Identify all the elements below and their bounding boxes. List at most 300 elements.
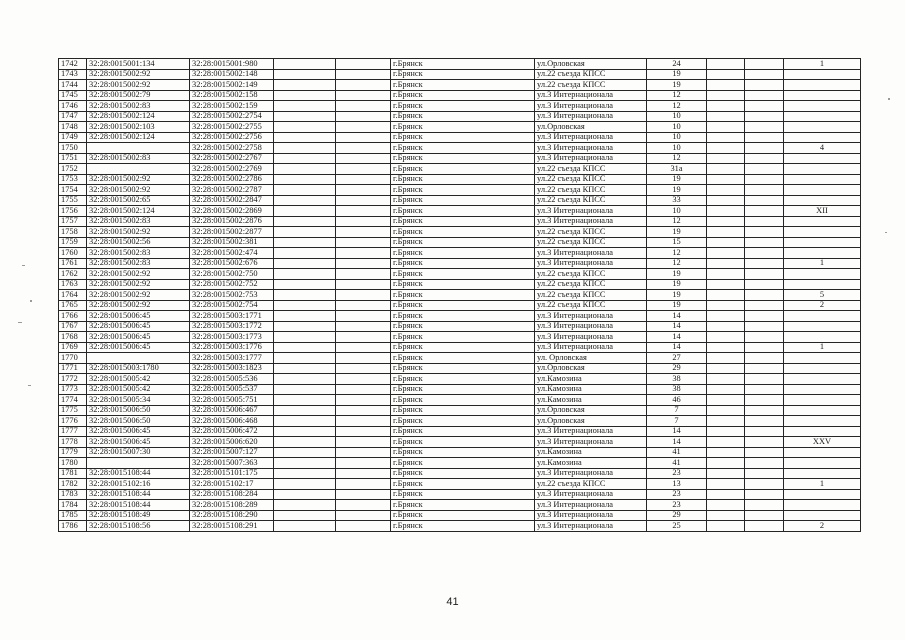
cell-flat-number — [784, 164, 861, 175]
cell-extra-d — [745, 80, 784, 91]
cell-extra-d — [745, 458, 784, 469]
cell-city: г.Брянск — [391, 500, 535, 511]
cell-extra-c — [707, 426, 745, 437]
cell-extra-b — [336, 447, 391, 458]
cell-extra-a — [274, 90, 336, 101]
cell-object-number: 32:28:0015002:2877 — [190, 227, 274, 238]
cell-city: г.Брянск — [391, 164, 535, 175]
cell-city: г.Брянск — [391, 101, 535, 112]
cell-extra-c — [707, 279, 745, 290]
cell-extra-d — [745, 101, 784, 112]
cell-object-number: 32:28:0015007:127 — [190, 447, 274, 458]
cell-parcel-number: 32:28:0015006:45 — [87, 437, 190, 448]
cell-extra-b — [336, 195, 391, 206]
cell-extra-b — [336, 500, 391, 511]
cell-object-number: 32:28:0015002:148 — [190, 69, 274, 80]
cell-extra-a — [274, 342, 336, 353]
cell-extra-d — [745, 143, 784, 154]
cell-city: г.Брянск — [391, 342, 535, 353]
cell-street: ул.3 Интернационала — [535, 132, 647, 143]
cell-street: ул.3 Интернационала — [535, 90, 647, 101]
cell-house-number: 14 — [647, 332, 707, 343]
cell-street: ул. Орловская — [535, 353, 647, 364]
cell-extra-d — [745, 479, 784, 490]
cell-street: ул.3 Интернационала — [535, 248, 647, 259]
cell-parcel-number — [87, 353, 190, 364]
cell-extra-a — [274, 80, 336, 91]
cell-house-number: 23 — [647, 489, 707, 500]
cell-city: г.Брянск — [391, 143, 535, 154]
cell-flat-number — [784, 111, 861, 122]
cell-street: ул.Камозина — [535, 374, 647, 385]
cell-house-number: 29 — [647, 510, 707, 521]
cell-object-number: 32:28:0015108:284 — [190, 489, 274, 500]
cell-street: ул.22 съезда КПСС — [535, 227, 647, 238]
cell-extra-a — [274, 521, 336, 532]
cell-flat-number — [784, 269, 861, 280]
cell-extra-d — [745, 59, 784, 70]
cell-extra-a — [274, 195, 336, 206]
cell-extra-a — [274, 405, 336, 416]
cell-object-number: 32:28:0015002:2847 — [190, 195, 274, 206]
cell-object-number: 32:28:0015108:290 — [190, 510, 274, 521]
cell-extra-a — [274, 395, 336, 406]
cell-house-number: 7 — [647, 416, 707, 427]
cell-row-number: 1752 — [59, 164, 87, 175]
cell-extra-c — [707, 90, 745, 101]
cell-house-number: 12 — [647, 90, 707, 101]
cell-parcel-number — [87, 164, 190, 175]
table-row — [59, 468, 861, 479]
cell-object-number: 32:28:0015003:1776 — [190, 342, 274, 353]
table-row — [59, 489, 861, 500]
cell-extra-b — [336, 122, 391, 133]
cell-row-number: 1786 — [59, 521, 87, 532]
cell-city: г.Брянск — [391, 80, 535, 91]
cell-extra-d — [745, 426, 784, 437]
cell-flat-number: 1 — [784, 59, 861, 70]
cell-parcel-number: 32:28:0015002:92 — [87, 174, 190, 185]
cell-row-number: 1775 — [59, 405, 87, 416]
cell-extra-c — [707, 342, 745, 353]
cell-object-number: 32:28:0015003:1823 — [190, 363, 274, 374]
cell-extra-b — [336, 59, 391, 70]
cell-extra-a — [274, 458, 336, 469]
table-row — [59, 143, 861, 154]
cell-extra-b — [336, 227, 391, 238]
cell-parcel-number: 32:28:0015002:92 — [87, 69, 190, 80]
cell-extra-d — [745, 227, 784, 238]
table-row — [59, 227, 861, 238]
cell-object-number: 32:28:0015002:2787 — [190, 185, 274, 196]
cell-row-number: 1745 — [59, 90, 87, 101]
cell-house-number: 41 — [647, 458, 707, 469]
cell-parcel-number: 32:28:0015002:83 — [87, 258, 190, 269]
cell-city: г.Брянск — [391, 269, 535, 280]
cell-row-number: 1772 — [59, 374, 87, 385]
cell-object-number: 32:28:0015002:2754 — [190, 111, 274, 122]
cell-extra-d — [745, 500, 784, 511]
cell-parcel-number: 32:28:0015006:50 — [87, 405, 190, 416]
cell-extra-d — [745, 174, 784, 185]
cell-row-number: 1744 — [59, 80, 87, 91]
cell-parcel-number: 32:28:0015005:42 — [87, 374, 190, 385]
cell-parcel-number: 32:28:0015002:92 — [87, 279, 190, 290]
cell-extra-c — [707, 321, 745, 332]
cell-city: г.Брянск — [391, 195, 535, 206]
cell-street: ул.Орловская — [535, 122, 647, 133]
cell-extra-a — [274, 206, 336, 217]
cell-extra-d — [745, 437, 784, 448]
cell-flat-number: 2 — [784, 300, 861, 311]
cell-house-number: 38 — [647, 384, 707, 395]
cell-extra-d — [745, 332, 784, 343]
cell-flat-number — [784, 500, 861, 511]
cell-extra-b — [336, 510, 391, 521]
cell-row-number: 1743 — [59, 69, 87, 80]
table-row — [59, 206, 861, 217]
cell-flat-number — [784, 489, 861, 500]
cell-extra-b — [336, 363, 391, 374]
cell-street: ул.22 съезда КПСС — [535, 300, 647, 311]
cell-extra-d — [745, 111, 784, 122]
cell-flat-number — [784, 122, 861, 133]
cell-street: ул.3 Интернационала — [535, 311, 647, 322]
cell-extra-b — [336, 416, 391, 427]
cell-row-number: 1761 — [59, 258, 87, 269]
cell-street: ул.Камозина — [535, 384, 647, 395]
cell-extra-d — [745, 248, 784, 259]
cell-parcel-number: 32:28:0015006:45 — [87, 332, 190, 343]
cell-city: г.Брянск — [391, 258, 535, 269]
cell-parcel-number: 32:28:0015002:92 — [87, 227, 190, 238]
cell-flat-number: 1 — [784, 479, 861, 490]
cell-city: г.Брянск — [391, 248, 535, 259]
cell-parcel-number: 32:28:0015002:103 — [87, 122, 190, 133]
cell-extra-d — [745, 132, 784, 143]
cell-extra-d — [745, 384, 784, 395]
cell-row-number: 1750 — [59, 143, 87, 154]
cell-city: г.Брянск — [391, 237, 535, 248]
cell-extra-b — [336, 111, 391, 122]
cell-house-number: 14 — [647, 321, 707, 332]
cell-house-number: 15 — [647, 237, 707, 248]
cell-extra-c — [707, 195, 745, 206]
cell-street: ул.3 Интернационала — [535, 111, 647, 122]
cell-parcel-number — [87, 143, 190, 154]
cell-extra-b — [336, 185, 391, 196]
cell-house-number: 19 — [647, 290, 707, 301]
cell-parcel-number: 32:28:0015108:56 — [87, 521, 190, 532]
cell-flat-number — [784, 237, 861, 248]
cell-street: ул.Камозина — [535, 395, 647, 406]
cell-flat-number — [784, 363, 861, 374]
cell-extra-d — [745, 416, 784, 427]
cell-extra-c — [707, 269, 745, 280]
cell-parcel-number: 32:28:0015002:92 — [87, 300, 190, 311]
cell-flat-number — [784, 69, 861, 80]
cell-house-number: 23 — [647, 500, 707, 511]
cell-street: ул.3 Интернационала — [535, 332, 647, 343]
cell-object-number: 32:28:0015002:2876 — [190, 216, 274, 227]
cell-extra-a — [274, 437, 336, 448]
cell-extra-d — [745, 258, 784, 269]
cell-city: г.Брянск — [391, 332, 535, 343]
cell-extra-c — [707, 290, 745, 301]
cell-city: г.Брянск — [391, 468, 535, 479]
cell-extra-d — [745, 489, 784, 500]
cell-extra-a — [274, 258, 336, 269]
cell-street: ул.3 Интернационала — [535, 489, 647, 500]
cell-object-number: 32:28:0015001:980 — [190, 59, 274, 70]
cell-flat-number: XXV — [784, 437, 861, 448]
cell-extra-b — [336, 374, 391, 385]
cell-extra-a — [274, 227, 336, 238]
cell-house-number: 12 — [647, 248, 707, 259]
table-row — [59, 321, 861, 332]
cell-city: г.Брянск — [391, 290, 535, 301]
table-row — [59, 80, 861, 91]
cell-extra-c — [707, 216, 745, 227]
cell-city: г.Брянск — [391, 416, 535, 427]
cell-extra-d — [745, 353, 784, 364]
cell-extra-c — [707, 69, 745, 80]
cell-city: г.Брянск — [391, 479, 535, 490]
cell-city: г.Брянск — [391, 227, 535, 238]
cell-extra-a — [274, 426, 336, 437]
table-row — [59, 122, 861, 133]
cell-extra-a — [274, 300, 336, 311]
scan-artifact — [888, 98, 890, 100]
cell-flat-number — [784, 311, 861, 322]
cell-object-number: 32:28:0015002:2786 — [190, 174, 274, 185]
cell-city: г.Брянск — [391, 489, 535, 500]
cell-parcel-number: 32:28:0015006:45 — [87, 426, 190, 437]
cell-extra-c — [707, 227, 745, 238]
cell-street: ул.3 Интернационала — [535, 321, 647, 332]
cell-row-number: 1746 — [59, 101, 87, 112]
cell-extra-c — [707, 237, 745, 248]
cell-object-number: 32:28:0015006:467 — [190, 405, 274, 416]
cell-extra-c — [707, 447, 745, 458]
cell-row-number: 1774 — [59, 395, 87, 406]
cell-street: ул.3 Интернационала — [535, 468, 647, 479]
cell-flat-number — [784, 510, 861, 521]
cell-extra-c — [707, 143, 745, 154]
table-row — [59, 447, 861, 458]
cell-extra-b — [336, 384, 391, 395]
cell-object-number: 32:28:0015007:363 — [190, 458, 274, 469]
cell-city: г.Брянск — [391, 153, 535, 164]
cell-object-number: 32:28:0015005:536 — [190, 374, 274, 385]
cell-city: г.Брянск — [391, 90, 535, 101]
cell-row-number: 1742 — [59, 59, 87, 70]
cell-extra-a — [274, 164, 336, 175]
cell-object-number: 32:28:0015002:149 — [190, 80, 274, 91]
cell-extra-a — [274, 111, 336, 122]
cell-street: ул.22 съезда КПСС — [535, 279, 647, 290]
cell-extra-c — [707, 111, 745, 122]
cell-extra-d — [745, 216, 784, 227]
cell-city: г.Брянск — [391, 353, 535, 364]
cell-flat-number — [784, 468, 861, 479]
cell-extra-c — [707, 300, 745, 311]
cell-flat-number — [784, 279, 861, 290]
cell-extra-d — [745, 69, 784, 80]
cell-extra-b — [336, 80, 391, 91]
cell-row-number: 1762 — [59, 269, 87, 280]
cell-row-number: 1765 — [59, 300, 87, 311]
cell-flat-number: 1 — [784, 342, 861, 353]
cell-extra-b — [336, 321, 391, 332]
cell-parcel-number: 32:28:0015005:42 — [87, 384, 190, 395]
cell-extra-c — [707, 164, 745, 175]
cell-city: г.Брянск — [391, 122, 535, 133]
cell-street: ул.22 съезда КПСС — [535, 269, 647, 280]
cell-flat-number — [784, 395, 861, 406]
cell-extra-c — [707, 437, 745, 448]
cell-house-number: 27 — [647, 353, 707, 364]
cell-house-number: 14 — [647, 437, 707, 448]
table-row — [59, 279, 861, 290]
cell-extra-a — [274, 174, 336, 185]
table-row — [59, 216, 861, 227]
cell-parcel-number: 32:28:0015002:79 — [87, 90, 190, 101]
cell-extra-b — [336, 479, 391, 490]
table-row — [59, 258, 861, 269]
cell-extra-b — [336, 143, 391, 154]
cell-parcel-number: 32:28:0015102:16 — [87, 479, 190, 490]
cell-extra-b — [336, 437, 391, 448]
cell-street: ул.22 съезда КПСС — [535, 185, 647, 196]
cell-house-number: 29 — [647, 363, 707, 374]
cell-street: ул.22 съезда КПСС — [535, 69, 647, 80]
table-row — [59, 132, 861, 143]
table-row — [59, 164, 861, 175]
cell-city: г.Брянск — [391, 111, 535, 122]
cell-street: ул.22 съезда КПСС — [535, 80, 647, 91]
table-row — [59, 374, 861, 385]
cell-extra-c — [707, 479, 745, 490]
cell-object-number: 32:28:0015003:1771 — [190, 311, 274, 322]
cell-house-number: 19 — [647, 269, 707, 280]
table-row — [59, 90, 861, 101]
cell-extra-a — [274, 185, 336, 196]
cell-extra-c — [707, 458, 745, 469]
cell-row-number: 1768 — [59, 332, 87, 343]
table-row — [59, 269, 861, 280]
cell-flat-number — [784, 384, 861, 395]
cell-extra-b — [336, 258, 391, 269]
table-row — [59, 342, 861, 353]
cell-object-number: 32:28:0015002:2767 — [190, 153, 274, 164]
cell-row-number: 1747 — [59, 111, 87, 122]
cell-extra-a — [274, 479, 336, 490]
cell-city: г.Брянск — [391, 311, 535, 322]
cell-house-number: 10 — [647, 143, 707, 154]
cell-city: г.Брянск — [391, 384, 535, 395]
cell-house-number: 13 — [647, 479, 707, 490]
cell-extra-d — [745, 342, 784, 353]
cell-extra-d — [745, 195, 784, 206]
cell-extra-d — [745, 206, 784, 217]
cell-extra-c — [707, 384, 745, 395]
cell-city: г.Брянск — [391, 363, 535, 374]
cell-parcel-number: 32:28:0015002:92 — [87, 290, 190, 301]
scan-artifact — [28, 385, 31, 386]
cell-parcel-number: 32:28:0015002:83 — [87, 153, 190, 164]
cell-flat-number: 4 — [784, 143, 861, 154]
cell-extra-b — [336, 405, 391, 416]
cell-extra-c — [707, 489, 745, 500]
cell-object-number: 32:28:0015002:2769 — [190, 164, 274, 175]
table-row — [59, 416, 861, 427]
cell-row-number: 1767 — [59, 321, 87, 332]
cell-parcel-number — [87, 458, 190, 469]
cell-parcel-number: 32:28:0015007:30 — [87, 447, 190, 458]
cell-house-number: 19 — [647, 227, 707, 238]
cell-parcel-number: 32:28:0015108:44 — [87, 489, 190, 500]
table-row — [59, 195, 861, 206]
cell-object-number: 32:28:0015002:381 — [190, 237, 274, 248]
cell-extra-b — [336, 311, 391, 322]
cell-object-number: 32:28:0015002:752 — [190, 279, 274, 290]
table-row — [59, 185, 861, 196]
cell-row-number: 1778 — [59, 437, 87, 448]
cell-extra-a — [274, 269, 336, 280]
cell-street: ул.22 съезда КПСС — [535, 164, 647, 175]
cell-extra-b — [336, 153, 391, 164]
cell-parcel-number: 32:28:0015002:83 — [87, 216, 190, 227]
cell-object-number: 32:28:0015102:17 — [190, 479, 274, 490]
cell-flat-number — [784, 132, 861, 143]
cell-row-number: 1780 — [59, 458, 87, 469]
cell-extra-a — [274, 353, 336, 364]
cell-extra-a — [274, 374, 336, 385]
cell-extra-d — [745, 405, 784, 416]
table-row — [59, 510, 861, 521]
scan-artifact — [30, 300, 32, 302]
cell-extra-b — [336, 342, 391, 353]
cell-flat-number — [784, 227, 861, 238]
cell-flat-number — [784, 101, 861, 112]
cell-object-number: 32:28:0015101:175 — [190, 468, 274, 479]
cell-parcel-number: 32:28:0015108:49 — [87, 510, 190, 521]
cell-street: ул.3 Интернационала — [535, 342, 647, 353]
cell-street: ул.22 съезда КПСС — [535, 237, 647, 248]
cell-object-number: 32:28:0015108:289 — [190, 500, 274, 511]
table-row — [59, 248, 861, 259]
cell-extra-c — [707, 510, 745, 521]
cell-flat-number — [784, 153, 861, 164]
cell-house-number: 19 — [647, 300, 707, 311]
cell-house-number: 14 — [647, 342, 707, 353]
cell-extra-c — [707, 258, 745, 269]
cell-city: г.Брянск — [391, 321, 535, 332]
cell-flat-number — [784, 447, 861, 458]
cell-extra-b — [336, 248, 391, 259]
table-row — [59, 174, 861, 185]
cell-row-number: 1770 — [59, 353, 87, 364]
cell-extra-a — [274, 332, 336, 343]
cell-extra-d — [745, 164, 784, 175]
cell-city: г.Брянск — [391, 174, 535, 185]
cell-house-number: 10 — [647, 122, 707, 133]
cell-parcel-number: 32:28:0015002:83 — [87, 248, 190, 259]
cell-street: ул.22 съезда КПСС — [535, 290, 647, 301]
cell-extra-c — [707, 59, 745, 70]
table-row — [59, 395, 861, 406]
